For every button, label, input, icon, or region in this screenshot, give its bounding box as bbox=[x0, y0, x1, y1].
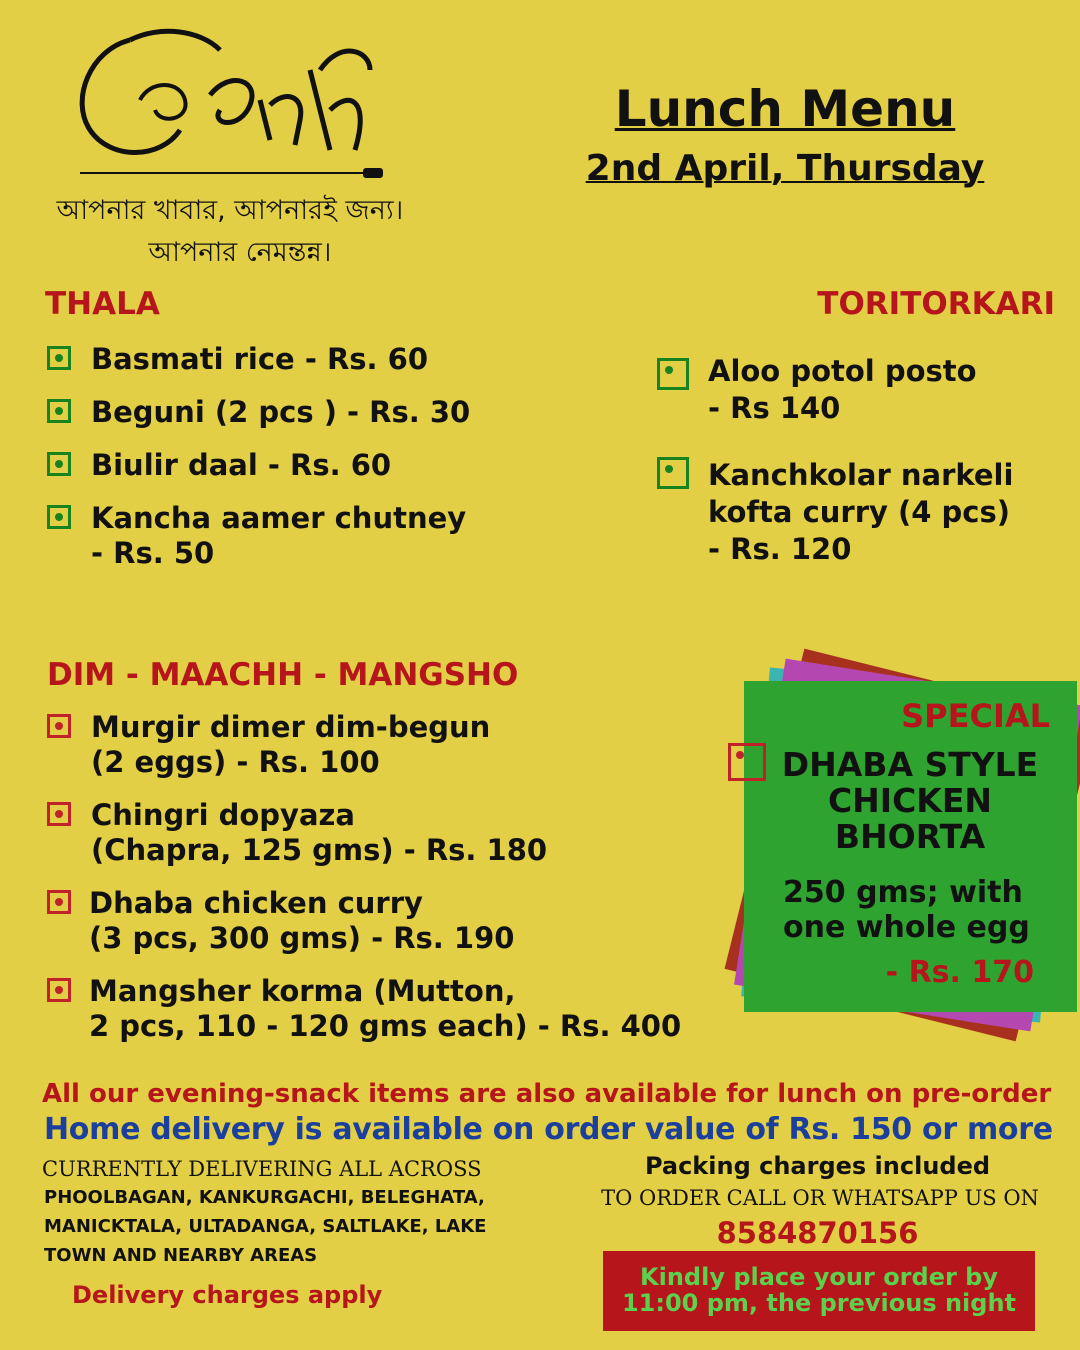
toritorkari-item: Aloo potol posto bbox=[708, 354, 977, 388]
dim-item: (Chapra, 125 gms) - Rs. 180 bbox=[91, 833, 548, 867]
special-desc-1: 250 gms; with bbox=[783, 875, 1023, 910]
non-veg-icon bbox=[47, 802, 71, 826]
special-name-3: BHORTA bbox=[834, 817, 986, 856]
dim-item: 2 pcs, 110 - 120 gms each) - Rs. 400 bbox=[89, 1009, 682, 1043]
page-title: Lunch Menu bbox=[614, 80, 956, 138]
dim-item: Dhaba chicken curry bbox=[89, 886, 423, 920]
areas-line-1: PHOOLBAGAN, KANKURGACHI, BELEGHATA, bbox=[44, 1187, 485, 1208]
non-veg-icon bbox=[728, 743, 766, 781]
special-name-2: CHICKEN bbox=[827, 781, 993, 820]
veg-icon bbox=[47, 399, 71, 423]
dim-item: Mangsher korma (Mutton, bbox=[89, 974, 516, 1008]
toritorkari-item: kofta curry (4 pcs) bbox=[708, 495, 1011, 529]
dim-item: Chingri dopyaza bbox=[91, 798, 355, 832]
veg-icon bbox=[47, 505, 71, 529]
deadline-line-1: Kindly place your order by bbox=[640, 1263, 998, 1291]
veg-icon bbox=[47, 346, 71, 370]
call-note: TO ORDER CALL OR WHATSAPP US ON bbox=[601, 1186, 1039, 1210]
thala-item-price: - Rs. 50 bbox=[91, 536, 215, 570]
toritorkari-item: Kanchkolar narkeli bbox=[708, 458, 1014, 492]
thala-item: Basmati rice - Rs. 60 bbox=[91, 342, 429, 376]
veg-icon bbox=[657, 358, 689, 390]
veg-icon bbox=[657, 457, 689, 489]
menu-date: 2nd April, Thursday bbox=[585, 148, 985, 189]
areas-heading: CURRENTLY DELIVERING ALL ACROSS bbox=[42, 1157, 482, 1181]
thala-item: Kancha aamer chutney bbox=[91, 501, 467, 535]
deadline-banner bbox=[603, 1251, 1035, 1331]
special-price: - Rs. 170 bbox=[885, 955, 1034, 990]
delivery-note: Home delivery is available on order value of Rs. 150 or more bbox=[44, 1112, 1053, 1147]
brand-logo bbox=[70, 10, 400, 190]
dim-item: (3 pcs, 300 gms) - Rs. 190 bbox=[89, 921, 515, 955]
thala-item: Beguni (2 pcs ) - Rs. 30 bbox=[91, 395, 471, 429]
preorder-note: All our evening-snack items are also available for lunch on pre-order bbox=[42, 1079, 1052, 1109]
deadline-line-2: 11:00 pm, the previous night bbox=[621, 1289, 1017, 1317]
areas-line-2: MANICKTALA, ULTADANGA, SALTLAKE, LAKE bbox=[44, 1216, 487, 1237]
dim-heading: DIM - MAACHH - MANGSHO bbox=[47, 657, 519, 693]
dim-item: (2 eggs) - Rs. 100 bbox=[91, 745, 380, 779]
toritorkari-item-price: - Rs. 120 bbox=[708, 532, 852, 566]
tagline-1: আপনার খাবার, আপনারই জন্য। bbox=[56, 195, 404, 226]
packing-note: Packing charges included bbox=[644, 1152, 991, 1180]
non-veg-icon bbox=[47, 714, 71, 738]
non-veg-icon bbox=[47, 890, 71, 914]
thala-item: Biulir daal - Rs. 60 bbox=[91, 448, 392, 482]
toritorkari-item-price: - Rs 140 bbox=[708, 391, 841, 425]
dim-item: Murgir dimer dim-begun bbox=[91, 710, 491, 744]
veg-icon bbox=[47, 452, 71, 476]
thala-heading: THALA bbox=[45, 286, 160, 322]
phone-number[interactable]: 8584870156 bbox=[716, 1216, 919, 1250]
delivery-charges: Delivery charges apply bbox=[72, 1281, 383, 1309]
tagline-2: আপনার নেমন্তন্ন। bbox=[148, 237, 332, 268]
special-name-1: DHABA STYLE bbox=[781, 745, 1039, 784]
non-veg-icon bbox=[47, 978, 71, 1002]
special-desc-2: one whole egg bbox=[783, 910, 1030, 945]
areas-line-3: TOWN AND NEARBY AREAS bbox=[44, 1245, 318, 1266]
special-heading: SPECIAL bbox=[901, 697, 1050, 735]
toritorkari-heading: TORITORKARI bbox=[817, 286, 1055, 322]
